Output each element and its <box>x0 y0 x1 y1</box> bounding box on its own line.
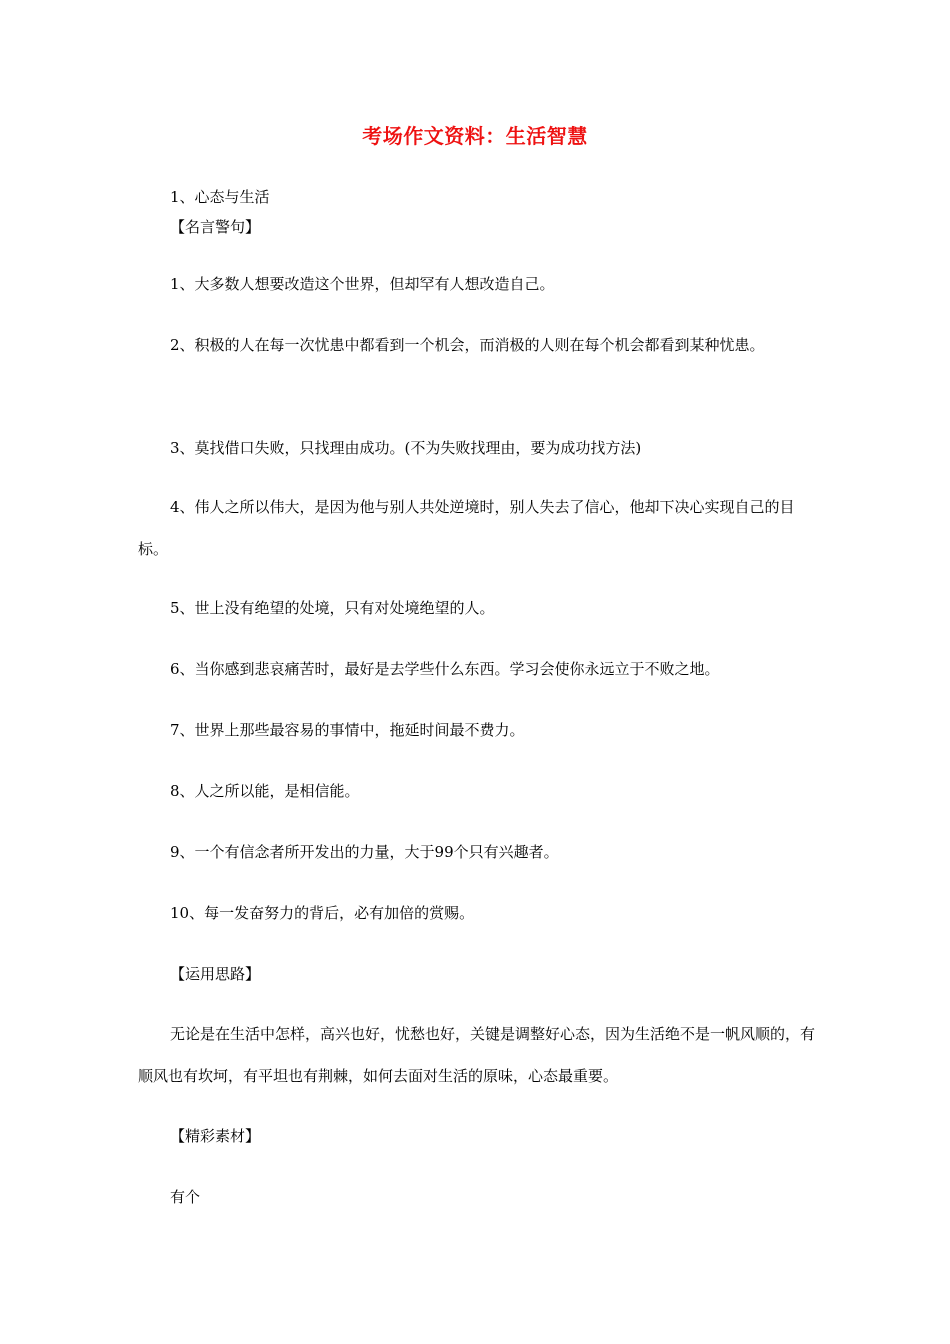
material-start: 有个 <box>170 1188 201 1206</box>
quote-item: 2、积极的人在每一次忧患中都看到一个机会，而消极的人则在每个机会都看到某种忧患。 <box>170 336 765 354</box>
quote-item: 6、当你感到悲哀痛苦时，最好是去学些什么东西。学习会使你永远立于不败之地。 <box>170 660 720 678</box>
usage-text: 无论是在生活中怎样，高兴也好，忧愁也好，关键是调整好心态，因为生活绝不是一帆风顺的，有顺风也有坎坷，有平坦也有荆棘，如何去面对生活的原味，心态最重要。 <box>138 1025 816 1085</box>
quote-item: 5、世上没有绝望的处境，只有对处境绝望的人。 <box>170 599 495 617</box>
quote-item: 7、世界上那些最容易的事情中，拖延时间最不费力。 <box>170 721 525 739</box>
usage-heading: 【运用思路】 <box>170 965 261 983</box>
quote-item: 8、人之所以能，是相信能。 <box>170 782 360 800</box>
quote-item: 10、每一发奋努力的背后，必有加倍的赏赐。 <box>170 904 475 922</box>
section-heading: 1、心态与生活 <box>170 188 270 206</box>
quote-item: 1、大多数人想要改造这个世界，但却罕有人想改造自己。 <box>170 275 555 293</box>
material-heading: 【精彩素材】 <box>170 1127 261 1145</box>
page-title: 考场作文资料：生活智慧 <box>362 124 588 148</box>
quote-item: 4、伟人之所以伟大，是因为他与别人共处逆境时，别人失去了信心，他却下决心实现自己的目标。 <box>138 498 795 558</box>
quote-item: 9、一个有信念者所开发出的力量，大于99个只有兴趣者。 <box>170 843 559 861</box>
quotes-heading: 【名言警句】 <box>170 218 261 236</box>
quote-item: 3、莫找借口失败，只找理由成功。(不为失败找理由，要为成功找方法) <box>170 439 642 457</box>
